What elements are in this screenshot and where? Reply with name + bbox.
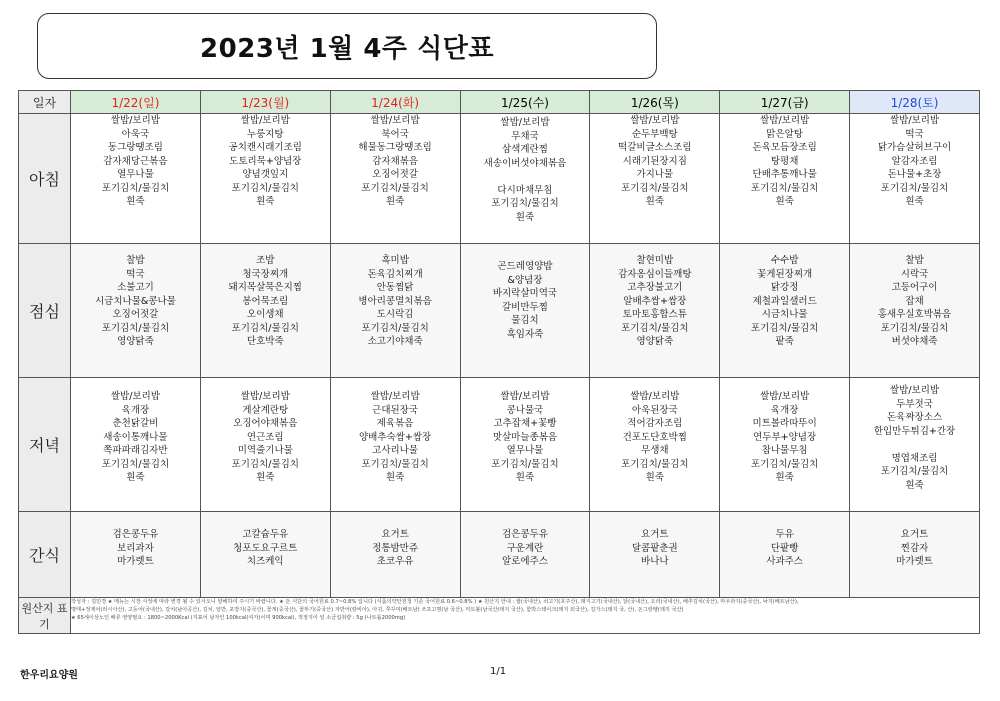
menu-cell: 찰밥 시락국 고등어구이 잡채 홍새우실호박볶음 포기김치/물김치 버섯야채죽	[850, 244, 980, 378]
origin-line: 작성자 : 김민경 ★ 메뉴는 시장 사정에 따라 변경 될 수 있사오니 양해하여 주시기 바랍니다. ★ 돈 식단의 국어원료 0.7~0.8% 입니다 (식품의약안전청 기준 국어원료 0.6~0.8% ) ★ 원산지 안내 : 쌀(국내산), 쇠고기(호주산), 돼지고기(국내산), 닭(국내산), 오리(국내산), 배추김치(국산), 마우라지(중국산), 낙지(베트남산),	[71, 599, 799, 605]
menu-cell: 쌀밥/보리밥 순두부백탕 떡갈비글소스조림 시래기된장지짐 가지나물 포기김치/물김치 흰죽	[590, 114, 720, 244]
menu-cell: 쌀밥/보리밥 맑은알탕 돈육모듬장조림 탕평채 단배추통깨나물 포기김치/물김치 흰죽	[720, 114, 850, 244]
menu-cell: 고칼슘두유 청포도요구르트 치즈케익	[200, 512, 330, 598]
day-header: 1/25(수)	[460, 91, 590, 114]
menu-cell: 두유 단팥빵 사과주스	[720, 512, 850, 598]
menu-table	[18, 90, 980, 634]
page-title: 2023년 1월 4주 식단표	[200, 33, 494, 64]
menu-cell: 찰밥 떡국 소불고기 시금치나물&콩나물 오징어젓갈 포기김치/물김치 영양닭죽	[71, 244, 201, 378]
origin-row	[19, 598, 980, 634]
header-row	[19, 91, 980, 114]
menu-cell: 찰현미밥 감자옹심이들깨탕 고추장불고기 알배추쌈+쌈장 토마토홍합스튜 포기김치/물김치 영양닭죽	[590, 244, 720, 378]
menu-cell: 쌀밥/보리밥 두부젓국 돈육짜장소스 한입만두튀김+간장 명엽채조림 포기김치/물김치 흰죽	[850, 378, 980, 512]
day-header: 1/27(금)	[720, 91, 850, 114]
menu-cell: 쌀밥/보리밥 누룽지탕 공치캔시래기조림 도토리묵+양념장 양념갯잎지 포기김치/물김치 흰죽	[200, 114, 330, 244]
title-box	[37, 13, 657, 79]
menu-cell: 쌀밥/보리밥 아욱된장국 적어감자조림 건포도단호박찜 무생채 포기김치/물김치 흰죽	[590, 378, 720, 512]
meal-label: 저녁	[19, 378, 71, 512]
menu-cell: 쌀밥/보리밥 떡국 닭가슴살허브구이 알감자조림 돈나물+초장 포기김치/물김치 흰죽	[850, 114, 980, 244]
origin-line: ★ 65세이상노인 배류 영양필요 : 1800~2000Kcal (지표어 남자인 100kcal(여자)이며 900kcal), 적정지이 일 소금섭취량 : 5g (나트륨2000mg)	[71, 615, 406, 621]
meal-label: 간식	[19, 512, 71, 598]
menu-cell: 검은콩두유 구운계란 알로에주스	[460, 512, 590, 598]
day-header: 1/22(일)	[71, 91, 201, 114]
day-header: 1/24(화)	[330, 91, 460, 114]
menu-cell: 요거트 달콤팥춘권 바나나	[590, 512, 720, 598]
menu-cell: 쌀밥/보리밥 무채국 삼색계란찜 새송이버섯야채볶음 다시마채무침 포기김치/물김치 흰죽	[460, 114, 590, 244]
menu-cell: 흑미밥 돈육김치찌개 안동찜닭 병아리콩멸치볶음 도시락김 포기김치/물김치 소고기야채죽	[330, 244, 460, 378]
origin-line: 명태+정제어(러시아산), 고등어(국내산), 갈치(남아공산), 김치, 일반, 포장지(중국산), 꽃게(중국산), 꼴뚜기(중국산) 자반어(캄비아), 아귀, 쭈꾸미(베트남) 쓰프고명(남 국산), 미트볼(남국산/돼지 국산), 함박스테이크(돼지 외국산), 김가스(돼지 국, 산), 돈그랑땡(돼지 국산)	[71, 607, 684, 613]
menu-cell: 수수밥 꽃게된장찌개 닭강정 제철과일샐러드 시금치나물 포기김치/물김치 팥죽	[720, 244, 850, 378]
menu-cell: 쌀밥/보리밥 게살계란탕 오징어야채볶음 연근조림 미역줄기나물 포기김치/물김치 흰죽	[200, 378, 330, 512]
day-header: 1/28(토)	[850, 91, 980, 114]
menu-cell: 쌀밥/보리밥 육개장 미트볼라따뚜이 연두부+양념장 참나물무침 포기김치/물김치 흰죽	[720, 378, 850, 512]
facility-name: 한우리요양원	[20, 670, 78, 681]
meal-row-breakfast	[19, 114, 980, 244]
menu-cell: 쌀밥/보리밥 육개장 춘천닭갈비 새송이통깨나물 쪽파파래김자반 포기김치/물김치 흰죽	[71, 378, 201, 512]
day-header: 1/26(목)	[590, 91, 720, 114]
meal-row-dinner	[19, 378, 980, 512]
meal-row-lunch	[19, 244, 980, 378]
header-label: 일자	[19, 91, 71, 114]
menu-cell: 요거트 찐감자 마가렛트	[850, 512, 980, 598]
menu-cell: 조밥 청국장찌개 돼지목살묵은지찜 봉어묵조림 오이생채 포기김치/물김치 단호박죽	[200, 244, 330, 378]
meal-row-snack	[19, 512, 980, 598]
day-header: 1/23(월)	[200, 91, 330, 114]
origin-text	[71, 598, 980, 634]
menu-cell: 요거트 정통밤만쥬 초코우유	[330, 512, 460, 598]
meal-label: 점심	[19, 244, 71, 378]
menu-cell: 검은콩두유 보리과자 마가렛트	[71, 512, 201, 598]
menu-cell: 쌀밥/보리밥 북어국 해물동그랑땡조림 감자채볶음 오징어젓갈 포기김치/물김치 흰죽	[330, 114, 460, 244]
menu-cell: 쌀밥/보리밥 아욱국 동그랑땡조림 감자채당근볶음 열무나물 포기김치/물김치 흰죽	[71, 114, 201, 244]
page-number: 1/1	[490, 666, 507, 677]
menu-cell: 쌀밥/보리밥 콩나물국 고추잡채+꽃빵 맛살마늘종볶음 열무나물 포기김치/물김치 흰죽	[460, 378, 590, 512]
meal-label: 아침	[19, 114, 71, 244]
origin-label: 원산지 표기	[19, 598, 71, 634]
menu-cell: 쌀밥/보리밥 근대된장국 제육볶음 양배추숙쌈+쌈장 고사리나물 포기김치/물김치 흰죽	[330, 378, 460, 512]
menu-cell: 곤드레영양밥 &양념장 바지락살미역국 갈비만두찜 물김치 흑임자죽	[460, 244, 590, 378]
